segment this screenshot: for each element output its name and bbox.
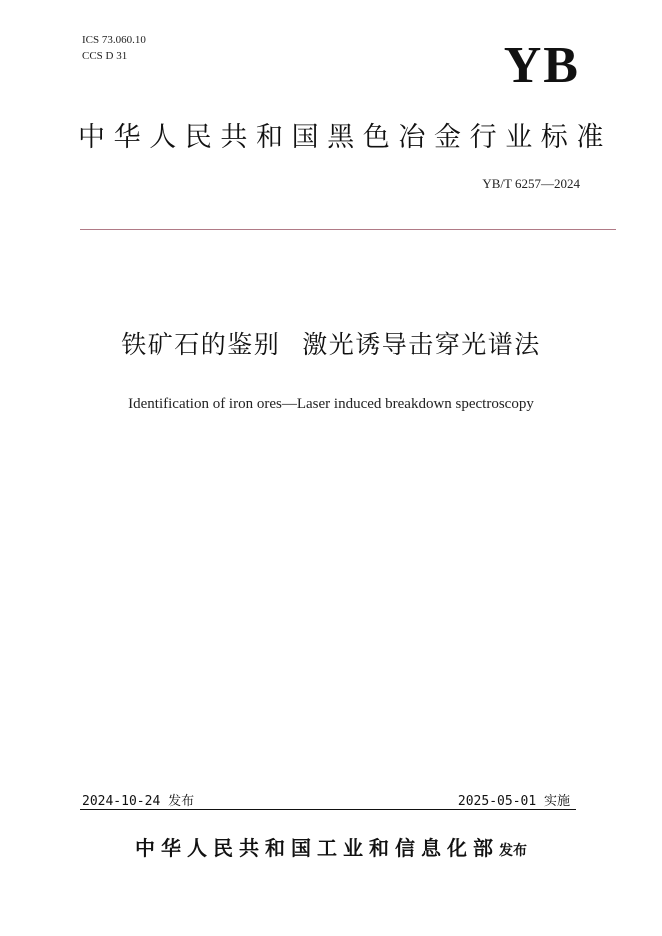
effective-date: 2025-05-01 实施 xyxy=(457,794,570,809)
ics-code: ICS 73.060.10 xyxy=(82,34,146,46)
ccs-code: CCS D 31 xyxy=(82,50,128,62)
document-title-cn xyxy=(0,325,662,361)
title-cn-part1: 铁矿石的鉴别 xyxy=(121,330,281,359)
publisher-line xyxy=(0,832,662,861)
document-title-en: Identification of iron ores—Laser induced breakdown spectroscopy xyxy=(128,396,534,412)
standard-number: YB/T 6257—2024 xyxy=(482,176,580,191)
publisher-suffix: 发布 xyxy=(499,843,527,859)
publisher-name: 中华人民共和国工业和信息化部 xyxy=(135,836,499,860)
classification-codes xyxy=(82,32,146,64)
bottom-divider xyxy=(80,809,576,810)
yb-logo: YB xyxy=(503,37,580,94)
org-title: 中华人民共和国黑色冶金行业标准 xyxy=(78,122,612,153)
issue-date: 2024-10-24 发布 xyxy=(82,794,195,809)
title-cn-part2: 激光诱导击穿光谱法 xyxy=(302,330,541,359)
top-divider xyxy=(80,229,616,230)
